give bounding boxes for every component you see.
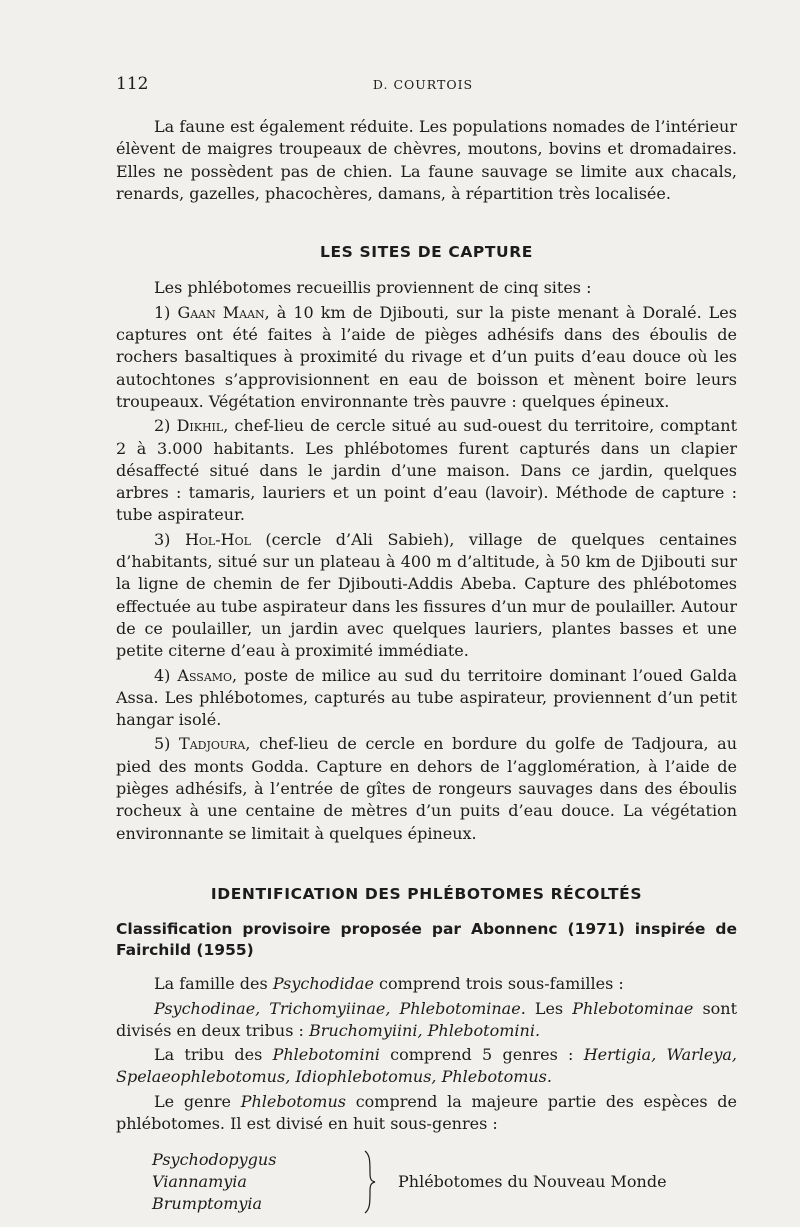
subfamily-list: Psychodinae, Trichomyiinae, Phlebotominae. — [154, 998, 526, 1018]
site-text: à 10 km de Djibouti, sur la piste menant à Doralé. Les captures ont été faites à l’aide de pièges adhésifs dans des éboulis de rochers basaltiques à proximité du rivage et d’un puits d’eau douce où les autochtones s’approvisionnent en eau de boisson et mènent boire leurs troupeaux. Végétation environnante très pauvre : quelques épineux. — [116, 302, 737, 411]
subgenera-list — [152, 1149, 276, 1215]
site-number: 5) — [154, 734, 171, 754]
subfamily-paragraph: Psychodinae, Trichomyiinae, Phlebotominae. Les Phlebotominae sont divisés en deux tribus : Bruchomyiini, Phlebotomini. — [116, 998, 738, 1040]
subgenus-name: Psychodopygus — [152, 1150, 277, 1170]
family-paragraph: La famille des Psychodidae comprend trois sous-familles : — [154, 974, 624, 994]
site-number: 2) — [154, 416, 171, 436]
genus-paragraph: Le genre Phlebotomus comprend la majeure partie des espèces de phlébotomes. Il est divisé en huit sous-genres : — [116, 1091, 738, 1133]
tribe-paragraph: La tribu des Phlebotomini comprend 5 genres : Hertigia, Warleya, Spelaeophlebotomus, Idiophlebotomus, Phlebotomus. — [116, 1045, 738, 1087]
page-number: 112 — [116, 74, 149, 94]
site-text: (cercle d’Ali Sabieh), village de quelques centaines d’habitants, situé sur un plateau à 400 m d’altitude, à 50 km de Djibouti sur la ligne de chemin de fer Djibouti-Addis Abeba. Capture des phlébotomes effectuée au tube aspirateur dans les fissures d’un mur de poulailler. Autour de ce poulailler, un jardin avec quelques lauriers, plantes basses et une petite citerne d’eau à proximité immédiate. — [116, 529, 737, 661]
right-brace-icon — [362, 1147, 380, 1217]
classification-subheading: Classification provisoire proposée par Abonnenc (1971) inspirée de Fairchild (1955) — [116, 920, 737, 960]
site-text: poste de milice au sud du territoire dominant l’oued Galda Assa. Les phlébotomes, capturés au tube aspirateur, proviennent d’un petit hangar isolé. — [116, 665, 737, 730]
site-paragraph-1 — [116, 302, 737, 413]
site-paragraph-2 — [116, 415, 737, 526]
subgenus-name: Viannamyia — [152, 1172, 247, 1192]
genera-list: Hertigia, Warleya, Spelaeophlebotomus, Idiophlebotomus, Phlebotomus. — [116, 1045, 738, 1087]
site-number: 3) — [154, 529, 171, 549]
new-world-label: Phlébotomes du Nouveau Monde — [398, 1172, 667, 1192]
site-number: 1) — [154, 302, 171, 322]
running-head-author: D. COURTOIS — [372, 77, 474, 92]
intro-paragraph: La faune est également réduite. Les populations nomades de l’intérieur élèvent de maigres troupeaux de chèvres, moutons, bovins et dromadaires. Elles ne possèdent pas de chien. La faune sauvage se limite aux chacals, renards, gazelles, phacochères, damans, à répartition très localisée. — [116, 117, 737, 203]
site-paragraph-5 — [116, 733, 737, 844]
section-heading-identification: IDENTIFICATION DES PHLÉBOTOMES RÉCOLTÉS — [210, 884, 643, 903]
site-name: Gaan Maan, — [177, 302, 270, 322]
site-number: 4) — [154, 665, 171, 685]
site-text: chef-lieu de cercle en bordure du golfe de Tadjoura, au pied des monts Godda. Capture en dehors de l’agglomération, à l’aide de pièges adhésifs, à l’entrée de gîtes de rongeurs sauvages dans des éboulis rocheux à une centaine de mètres d’un puits d’eau douce. La végétation environnante se limitait à quelques épineux. — [116, 734, 737, 843]
tribe-list: Bruchomyiini, Phlebotomini. — [309, 1020, 541, 1040]
site-name: Dikhil, — [176, 416, 229, 436]
site-text: chef-lieu de cercle situé au sud-ouest du territoire, comptant 2 à 3.000 habitants. Les phlébotomes furent capturés dans un clapier désaffecté situé dans le jardin d’une maison. Dans ce jardin, quelques arbres : tamaris, lauriers et un point d’eau (lavoir). Méthode de capture : tube aspirateur. — [116, 416, 738, 525]
site-paragraph-3 — [116, 529, 737, 663]
subgenera-group — [116, 1149, 737, 1219]
sites-lead: Les phlébotomes recueillis proviennent de cinq sites : — [154, 278, 592, 298]
site-name: Tadjoura, — [179, 734, 251, 754]
site-name: Hol-Hol — [184, 529, 251, 549]
site-name: Assamo, — [177, 665, 238, 685]
family-name: Psychodidae — [272, 974, 374, 994]
site-paragraph-4 — [116, 665, 737, 732]
body-text — [116, 116, 737, 1219]
section-heading-sites: LES SITES DE CAPTURE — [320, 243, 533, 262]
page-header — [116, 74, 730, 98]
subgenus-name: Brumptomyia — [152, 1194, 263, 1214]
